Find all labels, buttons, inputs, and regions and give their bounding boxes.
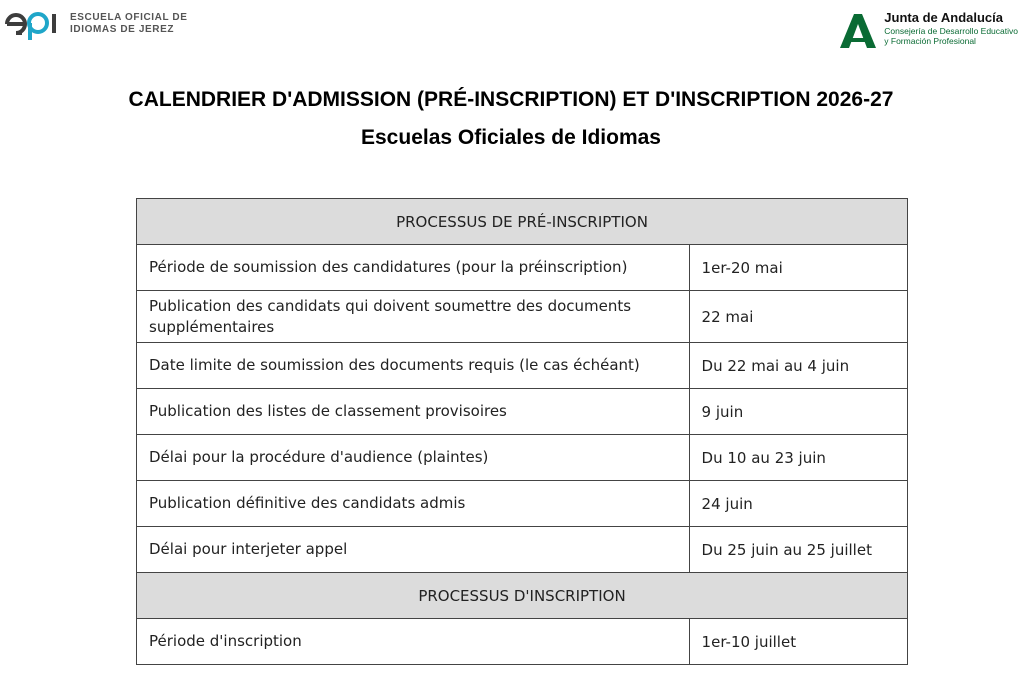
page-title: CALENDRIER D'ADMISSION (PRÉ-INSCRIPTION) ET D'INSCRIPTION 2026-27 [128,88,894,111]
row-label: Date limite de soumission des documents requis (le cas échéant) [137,343,690,389]
row-date: 9 juin [689,389,907,435]
section-header-preinscription: PROCESSUS DE PRÉ-INSCRIPTION [137,199,908,245]
table-row [137,481,908,527]
table-row [137,343,908,389]
row-label: Publication des candidats qui doivent soumettre des documents supplémentaires [137,291,690,343]
junta-andalucia-emblem-icon [838,10,878,50]
table-row [137,291,908,343]
page-subtitle: Escuelas Oficiales de Idiomas [361,126,661,149]
table-row [137,527,908,573]
junta-andalucia-subtitle-2: y Formación Profesional [884,36,976,46]
row-date: 1er-20 mai [689,245,907,291]
table-row [137,619,908,665]
epi-logo-text [70,12,187,36]
epi-logo-icon [4,7,62,41]
junta-andalucia-logo [838,10,1018,50]
epi-logo [4,6,187,42]
calendar-table [136,198,908,665]
row-label: Publication définitive des candidats admis [137,481,690,527]
row-date: 22 mai [689,291,907,343]
section-header-inscription: PROCESSUS D'INSCRIPTION [137,573,908,619]
section-header-row [137,199,908,245]
table-row [137,435,908,481]
row-date: Du 22 mai au 4 juin [689,343,907,389]
row-label: Période d'inscription [137,619,690,665]
section-header-row [137,573,908,619]
junta-andalucia-subtitle-1: Consejería de Desarrollo Educativo [884,26,1018,36]
epi-logo-mark [4,7,62,41]
row-date: Du 10 au 23 juin [689,435,907,481]
row-date: Du 25 juin au 25 juillet [689,527,907,573]
epi-logo-line2: IDIOMAS DE JEREZ [70,24,175,35]
row-label: Délai pour interjeter appel [137,527,690,573]
row-label: Délai pour la procédure d'audience (plaintes) [137,435,690,481]
row-label: Période de soumission des candidatures (pour la préinscription) [137,245,690,291]
junta-andalucia-title: Junta de Andalucía [884,10,1003,25]
junta-andalucia-text [884,10,1018,46]
table-row [137,389,908,435]
row-label: Publication des listes de classement provisoires [137,389,690,435]
table-row [137,245,908,291]
row-date: 1er-10 juillet [689,619,907,665]
epi-logo-line1: ESCUELA OFICIAL DE [70,12,188,23]
row-date: 24 juin [689,481,907,527]
